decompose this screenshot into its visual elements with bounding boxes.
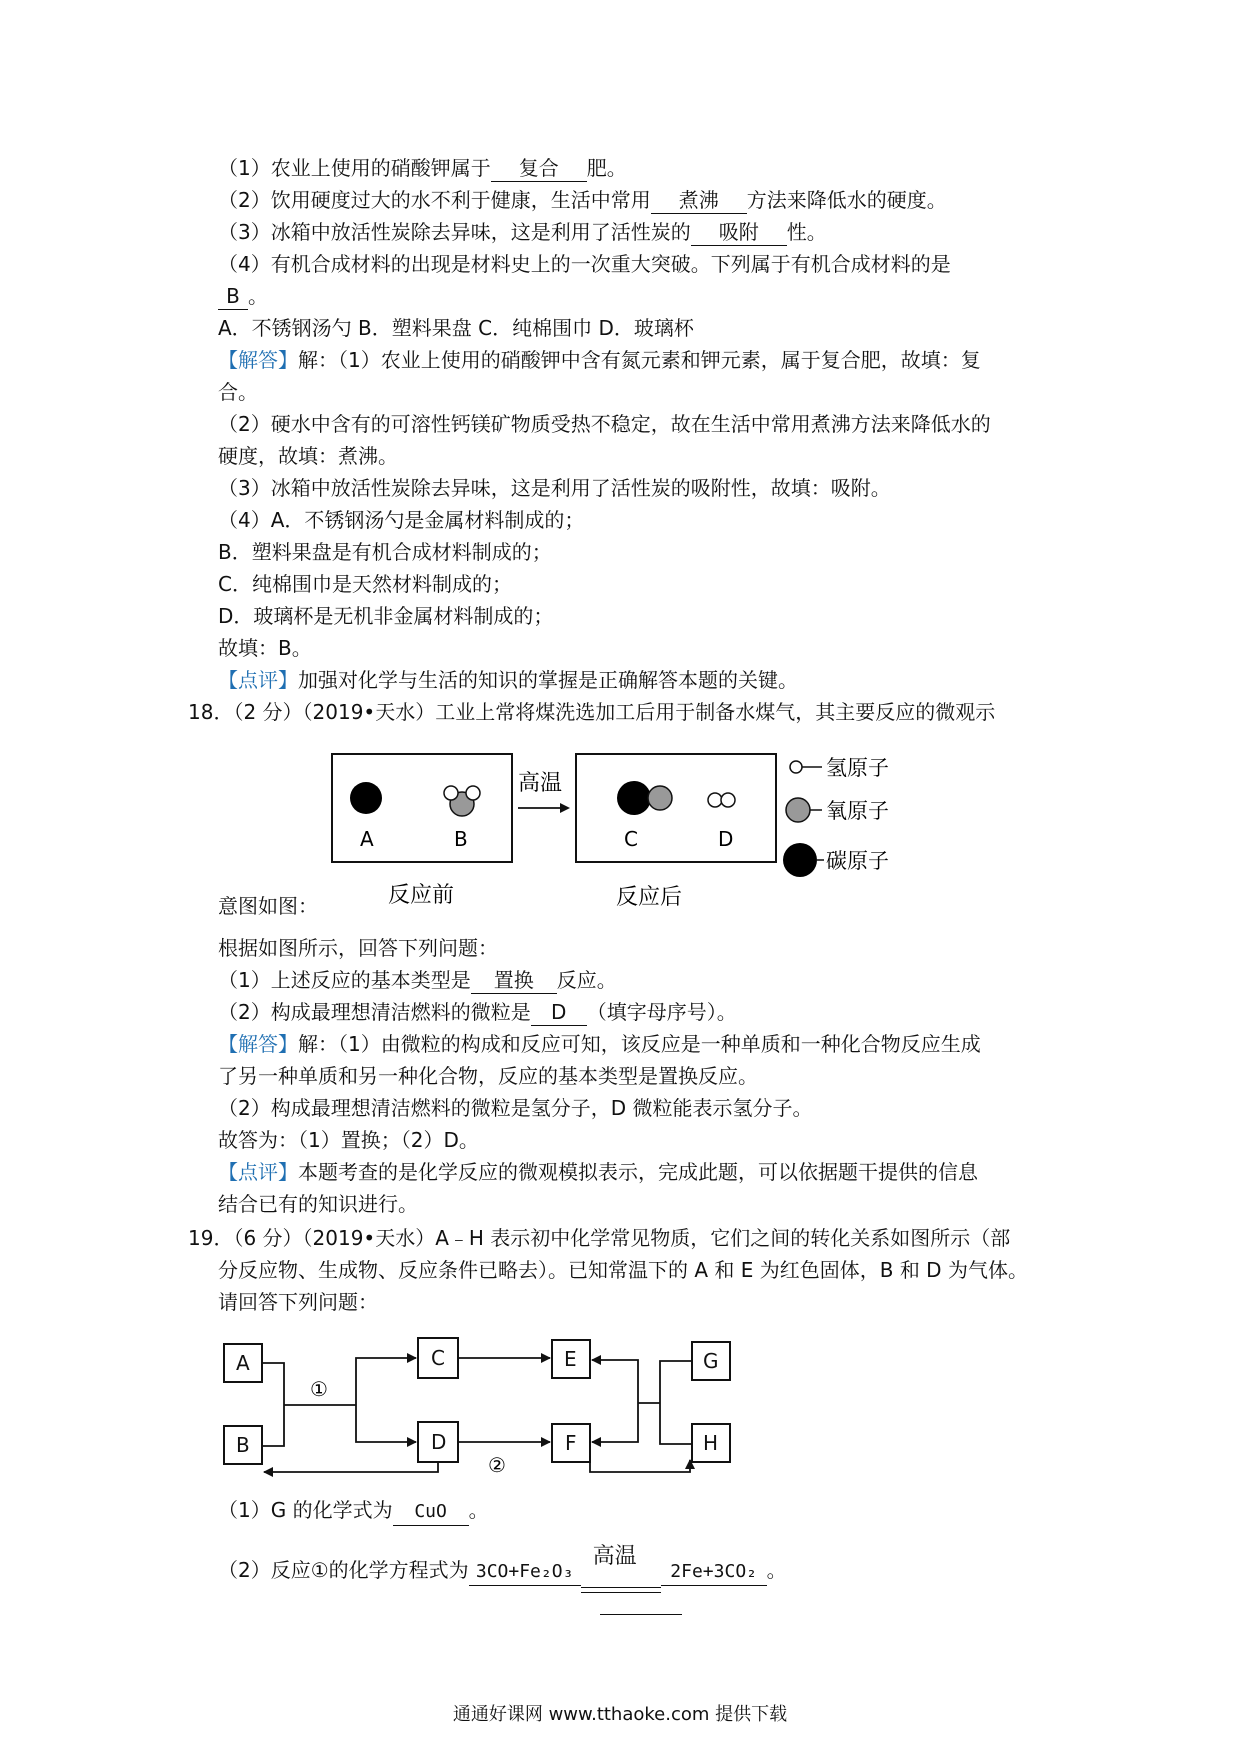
q19-header-2: 分反应物、生成物、反应条件已略去）。已知常温下的 A 和 E 为红色固体，B 和 D 为气体。 bbox=[218, 1258, 1028, 1282]
node-a: A bbox=[236, 1351, 250, 1375]
reaction-label-1: ① bbox=[310, 1377, 328, 1401]
q17-comment: 【点评】加强对化学与生活的知识的掌握是正确解答本题的关键。 bbox=[218, 668, 798, 692]
q17-solution-1: 【解答】解：（1）农业上使用的硝酸钾中含有氮元素和钾元素，属于复合肥，故填：复 bbox=[218, 348, 981, 372]
q17-p2: （2）饮用硬度过大的水不利于健康，生活中常用 煮沸 方法来降低水的硬度。 bbox=[218, 188, 947, 212]
reaction-label-2: ② bbox=[488, 1453, 506, 1477]
q18-p1: （1）上述反应的基本类型是 置换 反应。 bbox=[218, 968, 617, 992]
condition-label: 高温 bbox=[518, 771, 563, 796]
legend-carbon-icon bbox=[783, 843, 817, 877]
q18-p2: （2）构成最理想清洁燃料的微粒是 D （填字母序号）。 bbox=[218, 1000, 737, 1024]
node-e: E bbox=[564, 1347, 577, 1371]
q18-comment-1: 【点评】本题考查的是化学反应的微观模拟表示，完成此题，可以依据题干提供的信息 bbox=[218, 1160, 978, 1184]
arrow-to-d bbox=[356, 1405, 416, 1442]
footer: 通通好课网 www.tthaoke.com 提供下载 bbox=[452, 1704, 788, 1725]
node-g: G bbox=[703, 1349, 719, 1373]
q17-solution-8: C．纯棉围巾是天然材料制成的； bbox=[218, 572, 512, 596]
q17-p4-line2: B 。 bbox=[218, 282, 268, 310]
oxygen-atom bbox=[648, 786, 672, 810]
comment-tag: 【点评】 bbox=[218, 668, 298, 692]
arrow-to-e bbox=[592, 1360, 638, 1403]
double-line bbox=[581, 1587, 661, 1593]
equation-underline bbox=[600, 1614, 682, 1615]
q19-p2: （2）反应①的化学方程式为 3CO+Fe₂O₃ 高温 2Fe+3CO₂ 。 bbox=[218, 1556, 787, 1586]
after-box bbox=[576, 754, 776, 862]
q17-solution-10: 故填：B。 bbox=[218, 636, 312, 660]
node-h: H bbox=[703, 1431, 719, 1455]
q19-conversion-diagram bbox=[210, 1326, 750, 1486]
arrow-to-c bbox=[356, 1358, 416, 1405]
answer-blank: 煮沸 bbox=[651, 187, 747, 214]
q18-solution-3: （2）构成最理想清洁燃料的微粒是氢分子，D 微粒能表示氢分子。 bbox=[218, 1096, 813, 1120]
solution-tag: 【解答】 bbox=[218, 1032, 298, 1056]
q18-intro: 根据如图所示，回答下列问题： bbox=[218, 936, 498, 960]
q17-solution-2: 合。 bbox=[218, 380, 258, 404]
equation-left: 3CO+Fe₂O₃ bbox=[469, 1559, 581, 1586]
answer-blank: 复合 bbox=[491, 155, 587, 182]
legend-hydrogen: 氢原子 bbox=[826, 756, 889, 780]
q18-comment-2: 结合已有的知识进行。 bbox=[218, 1192, 418, 1216]
q18-solution-4: 故答为：（1）置换；（2）D。 bbox=[218, 1128, 479, 1152]
label-a: A bbox=[360, 827, 374, 851]
q18-solution-2: 了另一种单质和另一种化合物，反应的基本类型是置换反应。 bbox=[218, 1064, 758, 1088]
legend-carbon: 碳原子 bbox=[826, 849, 889, 873]
legend-hydrogen-icon bbox=[790, 761, 802, 773]
q18-micro-diagram bbox=[320, 740, 940, 920]
q17-p3: （3）冰箱中放活性炭除去异味，这是利用了活性炭的 吸附 性。 bbox=[218, 220, 827, 244]
answer-blank: B bbox=[218, 283, 248, 310]
answer-blank: 吸附 bbox=[691, 219, 787, 246]
node-d: D bbox=[431, 1430, 447, 1454]
q17-solution-5: （3）冰箱中放活性炭除去异味，这是利用了活性炭的吸附性，故填：吸附。 bbox=[218, 476, 891, 500]
q18-solution-1: 【解答】解：（1）由微粒的构成和反应可知，该反应是一种单质和一种化合物反应生成 bbox=[218, 1032, 981, 1056]
q17-solution-9: D．玻璃杯是无机非金属材料制成的； bbox=[218, 604, 554, 628]
answer-blank: CuO bbox=[393, 1499, 469, 1526]
q19-header-3: 请回答下列问题： bbox=[218, 1290, 378, 1314]
q17-solution-4: 硬度，故填：煮沸。 bbox=[218, 444, 398, 468]
solution-tag: 【解答】 bbox=[218, 348, 298, 372]
q17-solution-6: （4）A．不锈钢汤勺是金属材料制成的； bbox=[218, 508, 585, 532]
node-f: F bbox=[565, 1431, 577, 1455]
q17-p4-line1: （4）有机合成材料的出现是材料史上的一次重大突破。下列属于有机合成材料的是 bbox=[218, 252, 951, 276]
legend-oxygen-icon bbox=[786, 798, 810, 822]
q18-lead: 意图如图： bbox=[218, 894, 318, 918]
arrow-head bbox=[560, 803, 570, 813]
comment-tag: 【点评】 bbox=[218, 1160, 298, 1184]
arrow-f-to-h bbox=[590, 1456, 690, 1472]
hydrogen-atom bbox=[444, 786, 458, 800]
node-b: B bbox=[236, 1433, 250, 1457]
q17-solution-7: B．塑料果盘是有机合成材料制成的； bbox=[218, 540, 552, 564]
equation-condition: 高温 bbox=[592, 1544, 637, 1569]
equation-right: 2Fe+3CO₂ bbox=[661, 1559, 767, 1586]
connector bbox=[660, 1361, 692, 1444]
label-d: D bbox=[718, 827, 734, 851]
hydrogen-atom bbox=[721, 793, 735, 807]
label-b: B bbox=[454, 827, 468, 851]
q17-p1: （1）农业上使用的硝酸钾属于 复合 肥。 bbox=[218, 156, 627, 180]
connector bbox=[262, 1363, 284, 1446]
hydrogen-atom bbox=[466, 786, 480, 800]
answer-blank: D bbox=[531, 999, 587, 1026]
carbon-atom bbox=[617, 781, 651, 815]
legend-oxygen: 氧原子 bbox=[826, 799, 889, 823]
caption-before: 反应前 bbox=[388, 883, 455, 908]
q17-options: A．不锈钢汤勺 B．塑料果盘 C．纯棉围巾 D．玻璃杯 bbox=[218, 316, 694, 340]
q19-header-1: 19．（6 分）（2019•天水）A﹣H 表示初中化学常见物质，它们之间的转化关系如图所示（部 bbox=[188, 1226, 1011, 1250]
q17-solution-3: （2）硬水中含有的可溶性钙镁矿物质受热不稳定，故在生活中常用煮沸方法来降低水的 bbox=[218, 412, 991, 436]
node-c: C bbox=[431, 1346, 445, 1370]
hydrogen-atom bbox=[708, 793, 722, 807]
q18-header: 18．（2 分）（2019•天水）工业上常将煤洗选加工后用于制备水煤气，其主要反应的微观示 bbox=[188, 700, 996, 724]
carbon-atom bbox=[350, 782, 382, 814]
answer-blank: 置换 bbox=[471, 967, 557, 994]
caption-after: 反应后 bbox=[616, 885, 683, 910]
q19-p1: （1）G 的化学式为 CuO 。 bbox=[218, 1496, 489, 1526]
arrow-to-f bbox=[592, 1403, 638, 1442]
label-c: C bbox=[624, 827, 638, 851]
arrow-d-to-b bbox=[264, 1462, 438, 1472]
